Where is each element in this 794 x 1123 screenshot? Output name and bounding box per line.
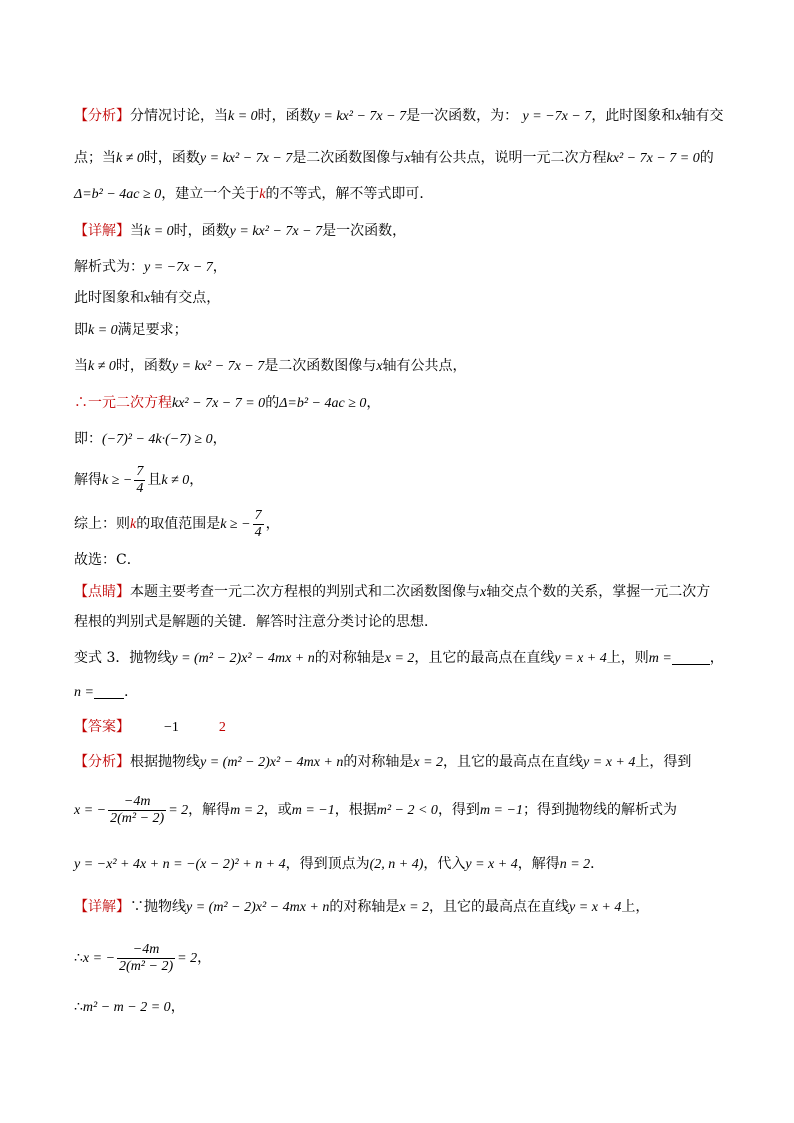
fraction-axis: $\frac{-4m}{\text{2(m² − 2)}}$ bbox=[110, 793, 165, 826]
detail-line-9: 综上：则k的取值范围是k ≥ − $\frac{7}{4}$ ， bbox=[74, 507, 280, 540]
question-line-2: n = . bbox=[74, 684, 129, 700]
answer-line bbox=[74, 717, 734, 738]
detail-label: 【详解】 bbox=[74, 899, 130, 915]
analysis3-line-1: 【分析】根据抛物线y = (m² − 2)x² − 4mx + n的对称轴是x = 2，且它的最高点在直线y = x + 4上，得到 bbox=[74, 754, 692, 770]
detail-line-4: 即k = 0满足要求； bbox=[74, 322, 188, 338]
answer-label: 【答案】 bbox=[74, 719, 130, 735]
detail-line-10: 故选：C． bbox=[74, 552, 141, 568]
detail-line-2: 解析式为：y = −7x − 7， bbox=[74, 259, 227, 275]
analysis-label: 【分析】 bbox=[74, 108, 130, 124]
detail-label: 【详解】 bbox=[74, 223, 130, 239]
comment-line-2: 程根的判别式是解题的关键．解答时注意分类讨论的思想． bbox=[74, 614, 438, 630]
comment-label: 【点睛】 bbox=[74, 584, 130, 600]
detail-line-8: 解得k ≥ − $\frac{7}{4}$ 且k ≠ 0， bbox=[74, 463, 204, 496]
detail-line-1: 【详解】当k = 0时，函数y = kx² − 7x − 7是一次函数， bbox=[74, 223, 407, 239]
question-line-1: 变式 3．抛物线y = (m² − 2)x² − 4mx + n的对称轴是x = 2，且它的最高点在直线y = x + 4上，则m = ， bbox=[74, 650, 724, 666]
answer-blank-m bbox=[672, 650, 710, 665]
detail3-line-1: 【详解】∵抛物线y = (m² − 2)x² − 4mx + n的对称轴是x = 2，且它的最高点在直线y = x + 4上， bbox=[74, 899, 650, 915]
fraction-axis: $\frac{-4m}{\text{2(m² − 2)}}$ bbox=[119, 941, 174, 974]
answer-value-2: 2 bbox=[218, 720, 226, 735]
detail3-line-2: ∴x = − $\frac{-4m}{\text{2(m² − 2)}}$ = 2， bbox=[74, 941, 212, 974]
answer-value-1: −1 bbox=[164, 720, 179, 735]
analysis-line-2: 点；当k ≠ 0时，函数y = kx² − 7x − 7是二次函数图像与x轴有公共点，说明一元二次方程kx² − 7x − 7 = 0的 bbox=[74, 150, 714, 166]
detail-line-3: 此时图象和x轴有交点， bbox=[74, 290, 221, 306]
detail-line-6: ∴一元二次方程kx² − 7x − 7 = 0的Δ=b² − 4ac ≥ 0， bbox=[74, 395, 381, 411]
detail-line-5: 当k ≠ 0时，函数y = kx² − 7x − 7是二次函数图像与x轴有公共点， bbox=[74, 358, 467, 374]
analysis3-line-3: y = −x² + 4x + n = −(x − 2)² + n + 4，得到顶点为(2, n + 4)，代入y = x + 4，解得n = 2． bbox=[74, 856, 605, 872]
analysis-label: 【分析】 bbox=[74, 754, 130, 770]
detail3-line-3: ∴m² − m − 2 = 0， bbox=[74, 999, 185, 1015]
fraction-7-4: $\frac{7}{4}$ bbox=[136, 463, 144, 496]
analysis-line-3: Δ=b² − 4ac ≥ 0，建立一个关于k的不等式，解不等式即可． bbox=[74, 186, 434, 202]
answer-blank-n bbox=[94, 684, 124, 699]
comment-line-1: 【点睛】本题主要考查一元二次方程根的判别式和二次函数图像与x轴交点个数的关系，掌握一元二次方 bbox=[74, 584, 711, 600]
fraction-7-4: $\frac{7}{4}$ bbox=[254, 507, 262, 540]
analysis-line-1: 【分析】分情况讨论，当k = 0时，函数y = kx² − 7x − 7是一次函数，为： y = −7x − 7，此时图象和x轴有交 bbox=[74, 108, 724, 124]
detail-line-7: 即：(−7)² − 4k·(−7) ≥ 0， bbox=[74, 431, 227, 447]
analysis3-line-2: x = − $\frac{-4m}{\text{2(m² − 2)}}$ = 2，解得m = 2，或m = −1，根据m² − 2 < 0，得到m = −1；得到抛物线的解析式为 bbox=[74, 793, 677, 826]
